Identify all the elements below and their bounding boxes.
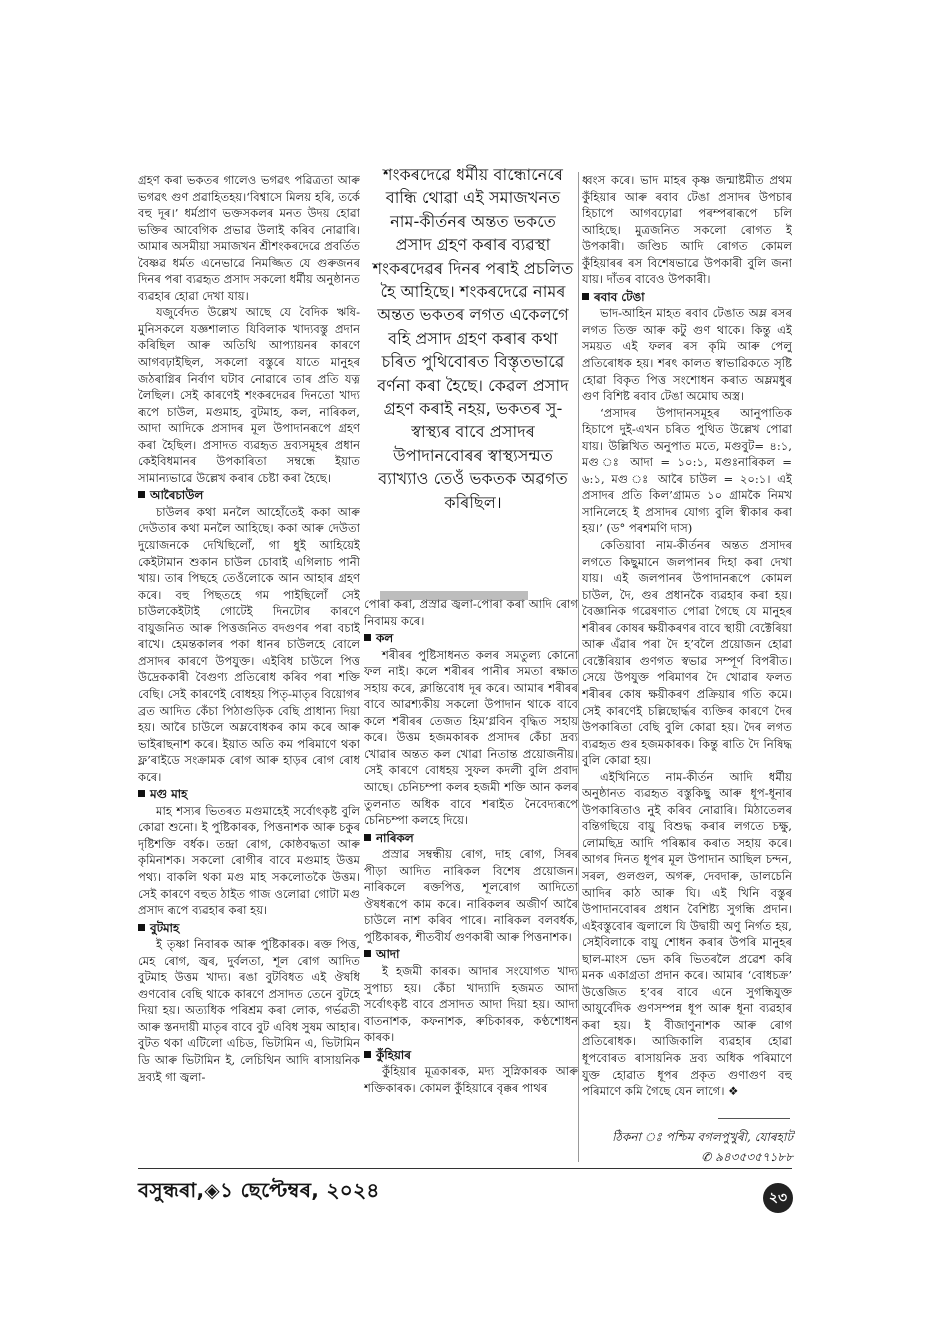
section-heading-kuhiyar: কুঁহিয়াৰ bbox=[364, 1047, 578, 1064]
paragraph: কুঁহিয়াৰ মূত্ৰকাৰক, মদ্য সুস্নিকাৰক আৰু শক্তিকাৰক। কোমল কুঁহিয়াৰে বৃক্কৰ পাথৰ bbox=[364, 1064, 578, 1095]
paragraph: ই তৃষ্ণা নিবাৰক আৰু পুষ্টিকাৰক। ৰক্ত পিত্ত, মেহ ৰোগ, জ্বৰ, দুৰ্বলতা, শূল ৰোগ আদিত বুটমাহ উত্তম খাদ্য। ৰঙা বুটবিধত এই ঔষধি গুণবোৰ বেছি থাকে কাৰণে প্ৰসাদত তেনে বুটহে দিয়া হয়। অত্যধিক পৰিশ্ৰম কৰা লোক, গৰ্ভৱতী আৰু স্তনদায়ী মাতৃৰ বাবে বুট এবিধ সুষম আহাৰ। বুটত থকা এটিলো এচিড, ভিটামিন এ, ভিটামিন ডি আৰু ভিটামিন ই, লেচিথিন আদি ৰাসায়নিক দ্ৰব্যই গা জ্বলা- bbox=[138, 937, 360, 1084]
paragraph: শৰীৰৰ পুষ্টিসাধনত কলৰ সমতুল্য কোনো ফল নাই। কলে শৰীৰৰ পানীৰ সমতা ৰক্ষাত সহায় কৰে, ক্লান্তিবোধ দূৰ কৰে। আমাৰ শৰীৰৰ বাবে আৱশ্যকীয় সকলো উপাদান থাকে বাবে কলে শৰীৰৰ তেজত হিম’গ্লবিন বৃদ্ধিত সহায় কৰে। উত্তম হজমকাৰক প্ৰসাদৰ কেঁচা দ্ৰব্য খোৱাৰ অন্তত কল খোৱা নিতান্ত প্ৰয়োজনীয়। সেই কাৰণে বোধহয় সুফল কদলী বুলি প্ৰবাদ আছে। চেনিচম্পা কলৰ হজমী শক্তি আন কলৰ তুলনাত অধিক বাবে শৰাইত নৈবেদ্যৰূপে চেনিচম্পা কলহে দিয়ে। bbox=[364, 647, 578, 828]
column-divider bbox=[578, 172, 579, 1162]
section-heading-mogu-mah: মগু মাহ bbox=[138, 786, 360, 803]
square-bullet-icon bbox=[364, 834, 371, 841]
page-number-badge: ২৩ bbox=[763, 1183, 793, 1213]
square-bullet-icon bbox=[138, 790, 145, 797]
section-heading-kol: কল bbox=[364, 630, 578, 647]
square-bullet-icon bbox=[364, 950, 371, 957]
section-heading-ada: আদা bbox=[364, 946, 578, 963]
section-heading-aroi-chaul: আৰৈচাউল bbox=[138, 487, 360, 504]
paragraph: যজুৰ্বেদত উল্লেখ আছে যে বৈদিক ঋষি-মুনিসকলে যজ্ঞশালাত যিবিলাক খাদ্যবস্তু প্ৰদান কৰিছিল আৰু অতিথি আপ্যায়নৰ কাৰণে আগবঢ়াইছিল, সকলো বস্তুৰে যাতে মানুহৰ জঠৰাগ্নিৰ নিৰ্বাণ ঘটাব নোৱাৰে তাৰ প্ৰতি যত্ন লৈছিল। সেই কাৰণেই শংকৰদেৱৰ দিনতো খাদ্য ৰূপে চাউল, মগুমাহ, বুটমাহ, কল, নাৰিকল, আদা আদিকে প্ৰসাদৰ মূল উপাদানৰূপে গ্ৰহণ কৰা হৈছিল। প্ৰসাদত ব্যৱহৃত দ্ৰব্যসমূহৰ প্ৰধান কেইবিধমানৰ উপকাৰিতা সম্বন্ধে ইয়াত সামান্যভাৱে উল্লেখ কৰাৰ চেষ্টা কৰা হৈছে। bbox=[138, 305, 360, 485]
square-bullet-icon bbox=[138, 924, 145, 931]
author-address: ঠিকনা ঃ পশ্চিম বগলপুখুৰী, যোৰহাট bbox=[612, 1130, 793, 1144]
square-bullet-icon bbox=[138, 491, 145, 498]
paragraph: প্ৰস্ৰাৱ সম্বন্ধীয় ৰোগ, দাহ ৰোগ, সিৰৰ পীড়া আদিত নাৰিকল বিশেষ প্ৰয়োজন। নাৰিকলে ৰক্তপিত্ত, শূলৰোগ আদিতো ঔষধৰূপে কাম কৰে। নাৰিকলৰ অজীৰ্ণ আৰৈ চাউলে নাশ কৰিব পাৰে। নাৰিকল বলবৰ্ধক, পুষ্টিকাৰক, শীতবীৰ্য গুণকাৰী আৰু পিত্তনাশক। bbox=[364, 847, 578, 944]
paragraph: চাউলৰ কথা মনলৈ আহোঁতেই ককা আৰু দেউতাৰ কথা মনলৈ আহিছে। ককা আৰু দেউতা দুয়োজনকে দেখিছিলোঁ, গা ধুই আহিয়েই কেইটামান শুকান চাউল চোবাই এগিলাচ পানী খায়। তাৰ পিছহে তেওঁলোকে আন আহাৰ গ্ৰহণ কৰে। বহু পিছতহে গম পাইছিলোঁ সেই চাউলকেইটাই গোটেই দিনটোৰ কাৰণে বায়ুজনিত আৰু পিত্তজনিত বদগুণৰ পৰা বচাই ৰাখে। হেমন্তকালৰ পকা ধানৰ চাউলহে বোলে প্ৰসাদৰ কাৰণে উপযুক্ত। এইবিধ চাউলে পিত্ত উদ্ৰেককাৰী বৈগুণ্য প্ৰতিৰোধ কৰিব পৰা শক্তি বেছি। সেই কাৰণেই বোধহয় পিতৃ-মাতৃৰ বিয়োগৰ ব্ৰত আদিত কেঁচা পিঠাগুড়িক বেছি প্ৰাধান্য দিয়া হয়। আৰৈ চাউলে অম্লবোধকৰ কাম কৰে আৰু ভাইৰাছনাশ কৰে। ইয়াত অতি কম পৰিমাণে থকা ফ্ল’ৰাইডে সংক্ৰামক ৰোগ আৰু হাড়ৰ ৰোগ ৰোধ কৰে। bbox=[138, 504, 360, 784]
article-column-3 bbox=[582, 172, 792, 1127]
paragraph: ধ্বংস কৰে। ভাদ মাহৰ কৃষ্ণ জন্মাষ্টমীত প্ৰথম কুঁহিয়াৰ আৰু ৰবাব টেঙা প্ৰসাদৰ উপচাৰ হিচাপে আগবঢ়োৱা পৰম্পৰাৰূপে চলি আহিছে। মুত্ৰজনিত সকলো ৰোগত ই উপকাৰী। জণ্ডিচ আদি ৰোগত কোমল কুঁহিয়াৰৰ ৰস বিশেষভাৱে উপকাৰী বুলি জনা যায়। দাঁতৰ বাবেও উপকাৰী। bbox=[582, 173, 792, 287]
section-heading-but-mah: বুটমাহ bbox=[138, 920, 360, 937]
square-bullet-icon bbox=[582, 293, 589, 300]
signature-rule bbox=[718, 1118, 790, 1119]
article-column-2 bbox=[364, 596, 578, 1164]
section-heading-robab-tenga: ৰবাব টেঙা bbox=[582, 289, 792, 306]
paragraph: ভাদ-আহিন মাহত ৰবাব টেঙাত অম্ল ৰসৰ লগত তিক্ত আৰু কটু গুণ থাকে। কিন্তু এই সময়ত এই ফলৰ ৰস কৃমি আৰু পেলু প্ৰতিৰোধক হয়। শৰৎ কালত স্বাভাৱিকতে সৃষ্টি হোৱা বিকৃত পিত্ত সংশোধন কৰাত অম্লমধুৰ গুণ বিশিষ্ট ৰবাব টেঙা অমোঘ অস্ত্ৰ। bbox=[582, 306, 792, 404]
paragraph: মাহ শস্যৰ ভিতৰত মগুমাহেই সৰ্বোৎকৃষ্ট বুলি কোৱা শুনো। ই পুষ্টিকাৰক, পিত্তনাশক আৰু চকুৰ দৃষ্টিশক্তি বৰ্ধক। তন্দ্ৰা ৰোগ, কোষ্ঠবদ্ধতা আৰু কৃমিনাশক। সকলো ৰোগীৰ বাবে মগুমাহ উত্তম পথ্য। বাকলি থকা মগু মাহ সকলোতকৈ উত্তম। সেই কাৰণে বহুত ঠাইত গাজ ওলোৱা গোটা মগু প্ৰসাদ ৰূপে ব্যৱহাৰ কৰা হয়। bbox=[138, 803, 360, 918]
paragraph: এইখিনিতে নাম-কীৰ্তন আদি ধৰ্মীয় অনুষ্ঠানত ব্যৱহৃত বস্তুকিছু আৰু ধূপ-ধূনাৰ উপকাৰিতাও নুই কৰিব নোৱাৰি। মিঠাতেলৰ বন্তিগছিয়ে বায়ু বিশুদ্ধ কৰাৰ লগতে চক্ষু, লোমছিদ্ৰ আদি পৰিষ্কাৰ কৰাত সহায় কৰে। আগৰ দিনত ধূপৰ মূল উপাদান আছিল চন্দন, সৰল, গুলগুল, অগৰু, দেবদাৰু, ডালচেনি আদিৰ কাঠ আৰু ঘি। এই খিনি বস্তুৰ উপাদানবোৰৰ প্ৰধান বৈশিষ্ট্য সুগন্ধি প্ৰদান। এইবস্তুবোৰ জ্বলালে যি উদ্বায়ী অণু নিৰ্গত হয়, সেইবিলাকে বায়ু শোধন কৰাৰ উপৰি মানুহৰ ছাল-মাংস ভেদ কৰি ভিতৰলৈ প্ৰৱেশ কৰি মনক একাগ্ৰতা প্ৰদান কৰে। আমাৰ ‘বোধচক্ৰ’ উত্তেজিত হ’বৰ বাবে এনে সুগন্ধিযুক্ত আয়ুৰ্বেদিক গুণসম্পন্ন ধূপ আৰু ধূনা ব্যৱহাৰ কৰা হয়। ই বীজাণুনাশক আৰু ৰোগ প্ৰতিৰোধক। আজিকালি ব্যৱহাৰ হোৱা ধূপবোৰত ৰাসায়নিক দ্ৰব্য অধিক পৰিমাণে যুক্ত হোৱাত ধূপৰ প্ৰকৃত গুণাগুণ বহু পৰিমাণে কমি গৈছে যেন লাগে। ❖ bbox=[582, 769, 792, 1099]
author-signature bbox=[612, 1127, 793, 1167]
square-bullet-icon bbox=[364, 1051, 371, 1058]
paragraph: পোৰা কৰা, প্ৰস্ৰাৱ জ্বলা-পোৰা কৰা আদি ৰোগ নিবাময় কৰে। bbox=[364, 597, 578, 628]
section-heading-narikol: নাৰিকল bbox=[364, 830, 578, 847]
footer-publication-date: বসুন্ধৰা,◈১ ছেপ্টেম্বৰ, ২০২৪ bbox=[138, 1178, 380, 1202]
author-phone: ✆ ৯৪৩৫৩৫৭১৮৮ bbox=[701, 1150, 793, 1164]
paragraph: কেতিয়াবা নাম-কীৰ্তনৰ অন্তত প্ৰসাদৰ লগতে কিছুমানে জলপানৰ দিহা কৰা দেখা যায়। এই জলপানৰ উপাদানৰূপে কোমল চাউল, দৈ, গুৰ প্ৰধানকৈ ব্যৱহাৰ কৰা হয়। বৈজ্ঞানিক গৱেষণাত পোৱা গৈছে যে মানুহৰ শৰীৰৰ কোষৰ ক্ষয়ীকৰণৰ বাবে স্থায়ী বেক্টেৰিয়া আৰু এঁৱাৰ পৰা দৈ হ’বলৈ প্ৰয়োজন হোৱা বেক্টেৰিয়াৰ গুণগত স্বভাৱ সম্পূৰ্ণ বিপৰীত। সেয়ে উপযুক্ত পৰিমাণৰ দৈ খোৱাৰ ফলত শৰীৰৰ কোষ ক্ষয়ীকৰণ প্ৰক্ৰিয়াৰ গতি কমে। সেই কাৰণেই চল্লিছোৰ্দ্ধৰ ব্যক্তিৰ কাৰণে দৈৰ উপকাৰিতা বেছি বুলি কোৱা হয়। দৈৰ লগত ব্যৱহৃত গুৰ হজমকাৰক। কিন্তু ৰাতি দৈ নিষিদ্ধ বুলি কোৱা হয়। bbox=[582, 538, 792, 768]
article-column-1 bbox=[138, 172, 360, 1172]
paragraph: ই হজমী কাৰক। আদাৰ সংযোগত খাদ্য সুপাচ্য হয়। কেঁচা খাদ্যাদি হজমত আদা সৰ্বোৎকৃষ্ট বাবে প্ৰসাদত আদা দিয়া হয়। আদা বাতনাশক, কফনাশক, ৰুচিকাৰক, কণ্ঠশোধন কাৰক। bbox=[364, 964, 578, 1045]
pull-quote: শংকৰদেৱে ধৰ্মীয় বান্ধোনেৰে বান্ধি থোৱা এই সমাজখনত নাম-কীৰ্তনৰ অন্তত ভকতে প্ৰসাদ গ্ৰহণ কৰাৰ ব্যৱস্থা শংকৰদেৱৰ দিনৰ পৰাই প্ৰচলিত হৈ আহিছে। শংকৰদেৱে নামৰ অন্তত ভকতৰ লগত একেলগে বহি প্ৰসাদ গ্ৰহণ কৰাৰ কথা চৰিত পুথিবোৰত বিস্তৃতভাৱে বৰ্ণনা কৰা হৈছে। কেৱল প্ৰসাদ গ্ৰহণ কৰাই নহয়, ভকতৰ সু-স্বাস্থ্যৰ বাবে প্ৰসাদৰ উপাদানবোৰৰ স্বাস্থ্যসন্মত ব্যাখ্যাও তেওঁ ভকতক অৱগত কৰিছিল। bbox=[372, 165, 574, 512]
paragraph: ‘প্ৰসাদৰ উপাদানসমূহৰ আনুপাতিক হিচাপে দুই-এখন চৰিত পুথিত উল্লেখ পোৱা যায়। উল্লিখিত অনুপাত মতে, মগুবুট= ৪:১, মগু ঃ আদা = ১০:১, মগুঃনাৰিকল = ৬:১, মগু ঃ আৰৈ চাউল = ২০:১। এই প্ৰসাদৰ প্ৰতি কিল’গ্ৰামত ১০ গ্ৰামকৈ নিমখ সানিলেহে ই প্ৰসাদৰ যোগ্য বুলি স্বীকাৰ কৰা হয়।’ (ড° পৰশমণি দাস) bbox=[582, 405, 792, 536]
footer-rule bbox=[138, 1168, 792, 1169]
paragraph: গ্ৰহণ কৰা ভকতৰ গালেও ভগৱৎ পৱিত্ৰতা আৰু ভগৱৎ গুণ প্ৰৱাহিতহয়।‘বিশ্বাসে মিলয় হৰি, তৰ্কে বহু দূৰ।’ ধৰ্মপ্ৰাণ ভক্তসকলৰ মনত উদয় হোৱা ভক্তিৰ আবেগিক প্ৰভাৱ উলাই কৰিব নোৱাৰি। আমাৰ অসমীয়া সমাজখন শ্ৰীশংকৰদেৱে প্ৰবৰ্তিত বৈষ্ণৱ ধৰ্মত এনেভাৱে নিমজ্জিত যে গুৰুজনৰ দিনৰ পৰা ব্যৱহৃত প্ৰসাদ সকলো ধৰ্মীয় অনুষ্ঠানত ব্যৱহাৰ হোৱা দেখা যায়। bbox=[138, 173, 360, 303]
square-bullet-icon bbox=[364, 634, 371, 641]
